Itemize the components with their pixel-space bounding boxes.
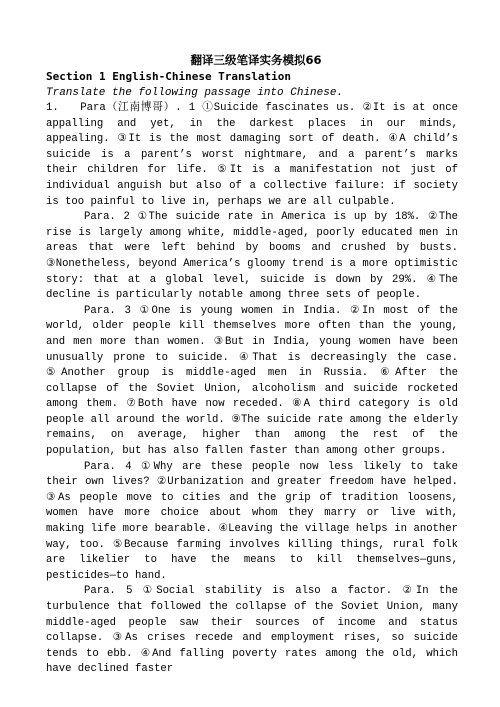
paragraph-4: Para. 4 ①Why are these people now less likely to take their own lives? ②Urbanization and greater freedom have helped. ③As people move to cities and the grip of tradition loosens, women have more choice about whom they marry or live with, making life more bearable. ④Leaving the village helps in another way, too. ⑤Because farming involves killing things, rural folk are likelier to have the means to kill themselves—guns, pesticides—to hand. bbox=[46, 460, 458, 582]
paragraph-1: 1. Para（江南博哥）. 1 ①Suicide fascinates us. ②It is at once appalling and yet, in the darkest places in our minds, appealing. ③It is the most damaging sort of death. ④A child’s suicide is a parent’s worst nightmare, and a parent’s marks their children for life. ⑤It is a manifestation not just of individual anguish but also of a collective failure: if society is too painful to live in, perhaps we are all culpable. bbox=[46, 102, 458, 208]
paragraph-5: Para. 5 ①Social stability is also a factor. ②In the turbulence that followed the collapse of the Soviet Union, many middle-aged people saw their sources of income and status collapse. ③As crises recede and employment rises, so suicide tends to ebb. ④And falling poverty rates among the old, which have declined faster bbox=[46, 585, 458, 676]
document-title: 翻译三级笔译实务模拟66 bbox=[190, 53, 322, 67]
paragraph-3: Para. 3 ①One is young women in India. ②In most of the world, older people kill themselves more often than the young, and men more than women. ③But in India, young women have been unusually prone to suicide. ④That is decreasingly the case. ⑤Another group is middle-aged men in Russia. ⑥After the collapse of the Soviet Union, alcoholism and suicide rocketed among them. ⑦Both have now receded. ⑧A third category is old people all around the world. ⑨The suicide rate among the elderly remains, on average, higher than among the rest of the population, but has also fallen faster than among other groups. bbox=[46, 304, 458, 458]
translation-instruction: Translate the following passage into Chinese. bbox=[46, 87, 344, 99]
section-heading: Section 1 English-Chinese Translation bbox=[46, 70, 292, 83]
paragraph-2: Para. 2 ①The suicide rate in America is up by 18%. ②The rise is largely among white, middle-aged, poorly educated men in areas that were left behind by booms and crushed by busts. ③Nonetheless, beyond America’s gloomy trend is a more optimistic story: that at a global level, suicide is down by 29%. ④The decline is particularly notable among three sets of people. bbox=[46, 211, 458, 302]
